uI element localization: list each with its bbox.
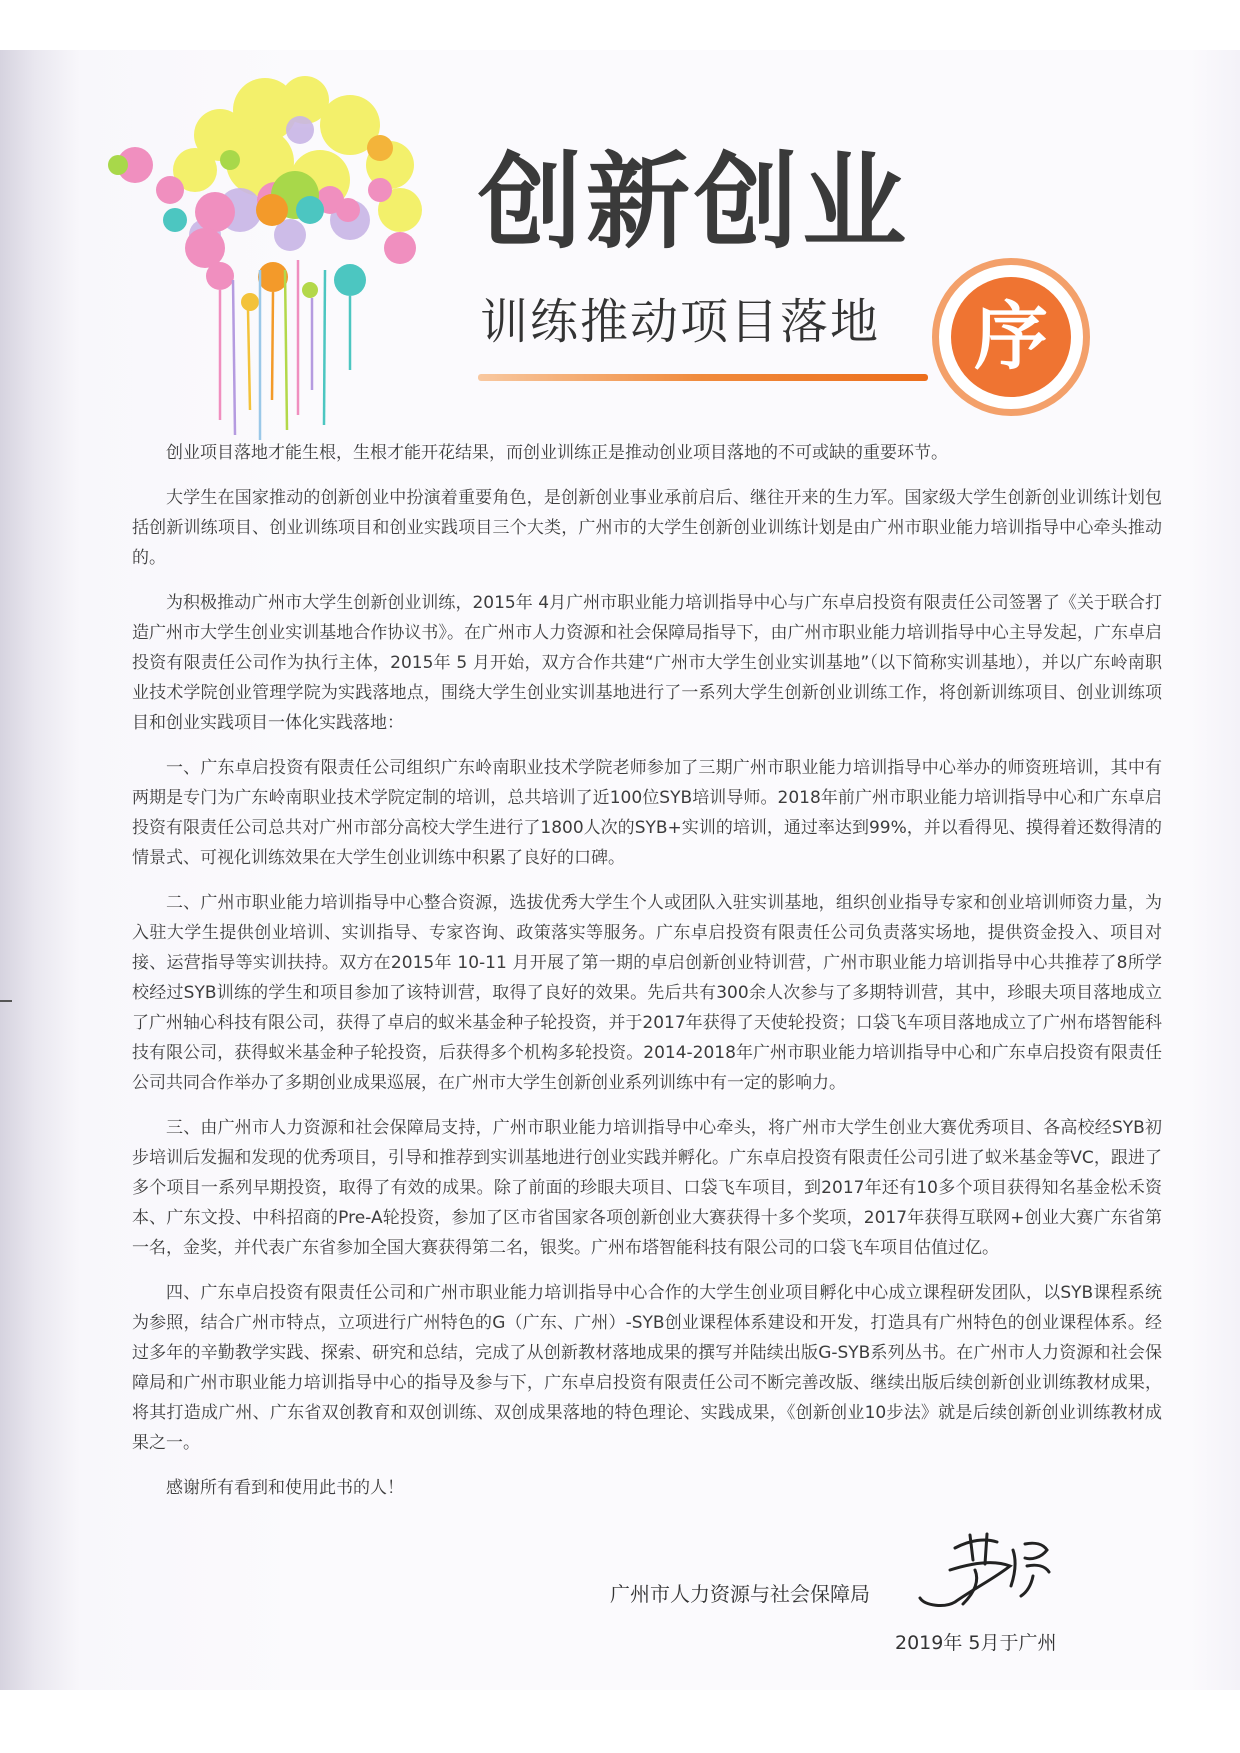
paragraph-5: 二、广州市职业能力培训指导中心整合资源，选拔优秀大学生个人或团队入驻实训基地，组织创业指导专家和创业培训师资力量，为入驻大学生提供创业培训、实训指导、专家咨询、政策落实等服务。广东卓启投资有限责任公司负责落实场地，提供资金投入、项目对接、运营指导等实训扶持。双方在2015年 10-11 月开展了第一期的卓启创新创业特训营，广州市职业能力培训指导中心共推荐了8所学校经过SYB训练的学生和项目参加了该特训营，取得了良好的效果。先后共有300余人次参与了多期特训营，其中，珍眼夫项目落地成立了广州轴心科技有限公司，获得了卓启的蚁米基金种子轮投资，并于2017年获得了天使轮投资；口袋飞车项目落地成立了广州布塔智能科技有限公司，获得蚁米基金种子轮投资，后获得多个机构多轮投资。2014-2018年广州市职业能力培训指导中心和广东卓启投资有限责任公司共同合作举办了多期创业成果巡展，在广州市大学生创新创业系列训练中有一定的影响力。 [132,893,1162,1093]
paragraph-4: 一、广东卓启投资有限责任公司组织广东岭南职业技术学院老师参加了三期广州市职业能力培训指导中心举办的师资班培训，其中有两期是专门为广东岭南职业技术学院定制的培训，总共培训了近100位SYB培训导师。2018年前广州市职业能力培训指导中心和广东卓启投资有限责任公司总共对广州市部分高校大学生进行了1800人次的SYB+实训的培训，通过率达到99%，并以看得见、摸得着还数得清的情景式、可视化训练效果在大学生创业训练中积累了良好的口碑。 [132,758,1162,868]
page-title: 创新创业 [478,141,911,263]
paragraph-1: 创业项目落地才能生根，生根才能开花结果，而创业训练正是推动创业项目落地的不可或缺的重要环节。 [166,443,948,463]
preface-body [132,438,1162,1518]
preface-badge [932,258,1090,416]
handwritten-signature-icon [915,1530,1065,1620]
preface-badge-label: 序 [974,294,1048,380]
title-underline [478,374,928,381]
page-subtitle: 训练推动项目落地 [480,294,881,350]
signature-organization: 广州市人力资源与社会保障局 [610,1582,870,1606]
paragraph-7: 四、广东卓启投资有限责任公司和广州市职业能力培训指导中心合作的大学生创业项目孵化中心成立课程研发团队，以SYB课程系统为参照，结合广州市特点，立项进行广州特色的G（广东、广州）-SYB创业课程体系建设和开发，打造具有广州特色的创业课程体系。经过多年的辛勤教学实践、探索、研究和总结，完成了从创新教材落地成果的撰写并陆续出版G-SYB系列丛书。在广州市人力资源和社会保障局和广州市职业能力培训指导中心的指导及参与下，广东卓启投资有限责任公司不断完善改版、继续出版后续创新创业训练教材成果，将其打造成广州、广东省双创教育和双创训练、双创成果落地的特色理论、实践成果，《创新创业10步法》就是后续创新创业训练教材成果之一。 [132,1283,1162,1453]
signature-block [610,1530,1080,1660]
paragraph-8: 感谢所有看到和使用此书的人！ [166,1478,404,1498]
paragraph-3: 为积极推动广州市大学生创新创业训练，2015年 4月广州市职业能力培训指导中心与广东卓启投资有限责任公司签署了《关于联合打造广州市大学生创业实训基地合作协议书》。在广州市人力资源和社会保障局指导下，由广州市职业能力培训指导中心主导发起，广东卓启投资有限责任公司作为执行主体，2015年 5 月开始，双方合作共建“广州市大学生创业实训基地”（以下简称实训基地），并以广东岭南职业技术学院创业管理学院为实践落地点，围绕大学生创业实训基地进行了一系列大学生创新创业训练工作，将创新训练项目、创业训练项目和创业实践项目一体化实践落地： [132,593,1162,733]
signature-date: 2019年 5月于广州 [895,1632,1057,1654]
paragraph-6: 三、由广州市人力资源和社会保障局支持，广州市职业能力培训指导中心牵头，将广州市大学生创业大赛优秀项目、各高校经SYB初步培训后发掘和发现的优秀项目，引导和推荐到实训基地进行创业实践并孵化。广东卓启投资有限责任公司引进了蚁米基金等VC，跟进了多个项目一系列早期投资，取得了有效的成果。除了前面的珍眼夫项目、口袋飞车项目，到2017年还有10多个项目获得知名基金松禾资本、广东文投、中科招商的Pre-A轮投资，参加了区市省国家各项创新创业大赛获得十多个奖项，2017年获得互联网+创业大赛广东省第一名，金奖，并代表广东省参加全国大赛获得第二名，银奖。广州布塔智能科技有限公司的口袋飞车项目估值过亿。 [132,1118,1162,1258]
paragraph-2: 大学生在国家推动的创新创业中扮演着重要角色，是创新创业事业承前启后、继往开来的生力军。国家级大学生创新创业训练计划包括创新训练项目、创业训练项目和创业实践项目三个大类，广州市的大学生创新创业训练计划是由广州市职业能力培训指导中心牵头推动的。 [132,488,1162,568]
tree-bubbles-illustration-icon [100,70,490,440]
binding-mark [0,1000,12,1002]
preface-badge-inner [951,277,1071,397]
